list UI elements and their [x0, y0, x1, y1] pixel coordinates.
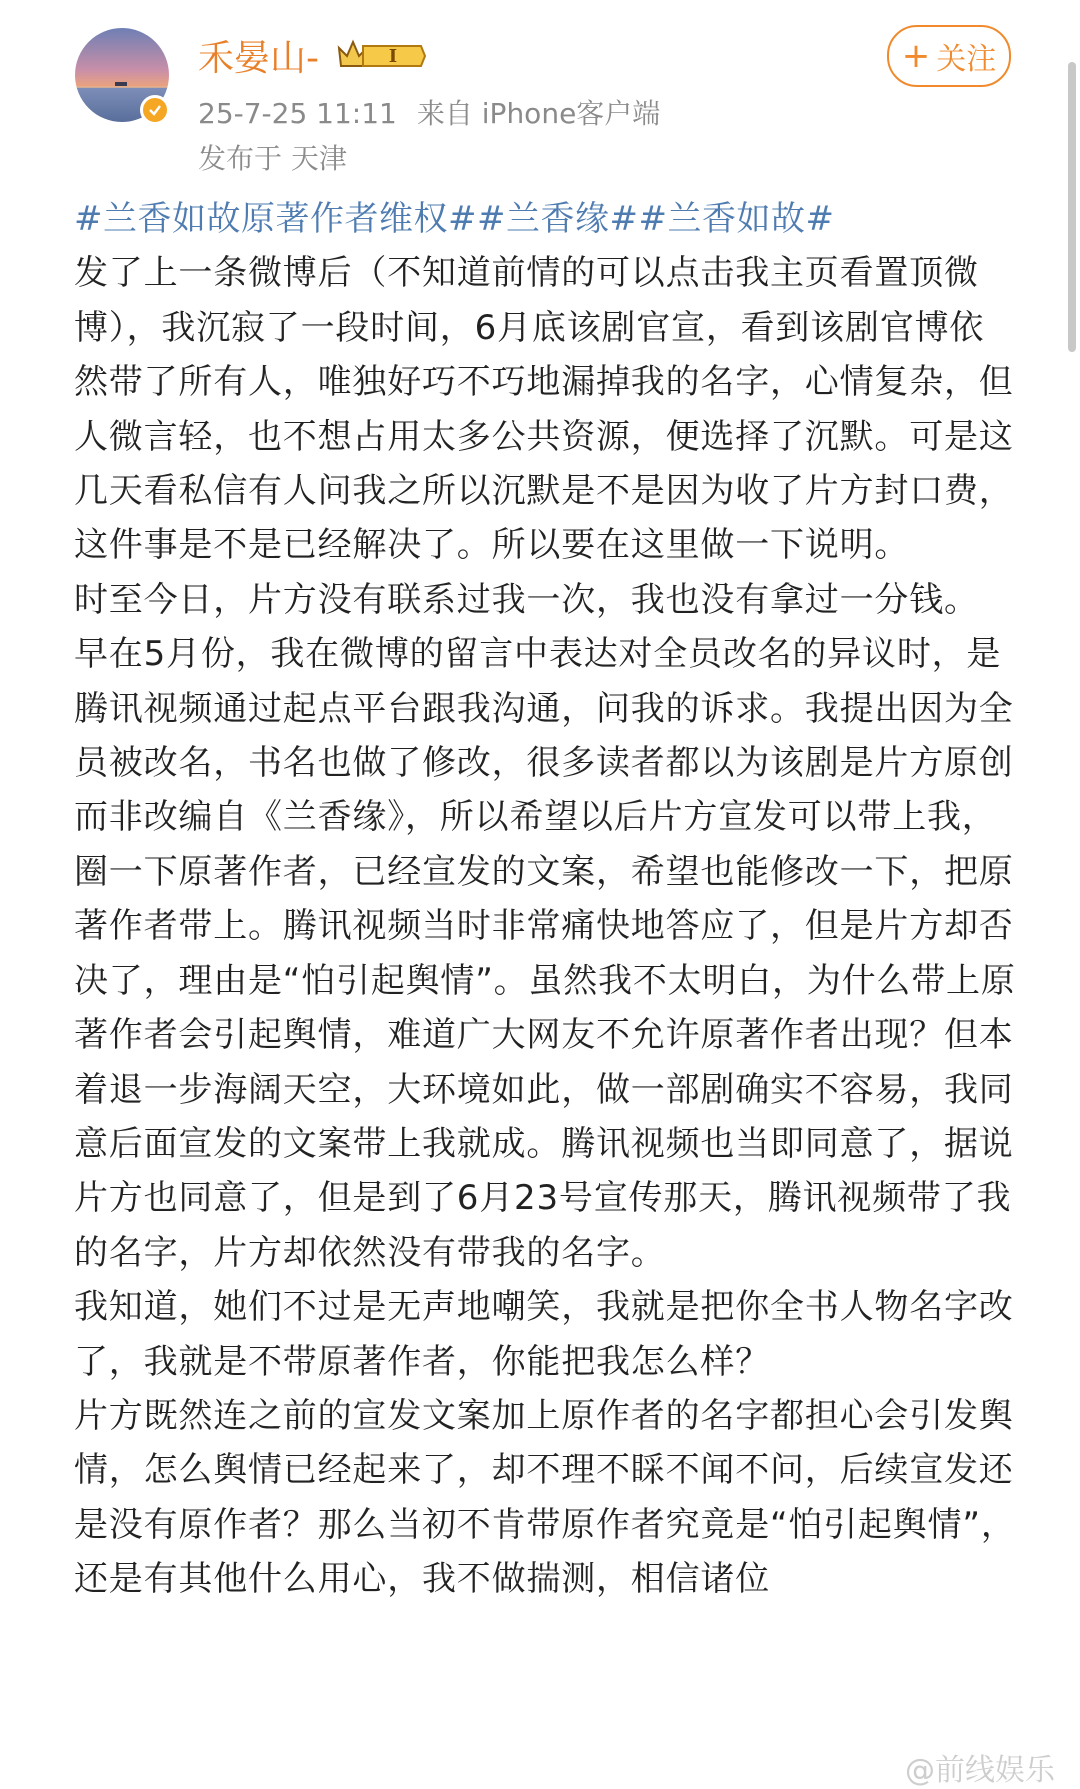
- level-text: I: [388, 46, 398, 67]
- crown-icon: [335, 36, 427, 76]
- post-body: [74, 192, 1019, 1607]
- verified-icon: [140, 95, 170, 125]
- post-paragraph-5: 片方既然连之前的宣发文案加上原作者的名字都担心会引发舆情，怎么舆情已经起来了，却不理不睬不闻不问，后续宣发还是没有原作者？那么当初不肯带原作者究竟是“怕引起舆情”，还是有其他什么用心，我不做揣测，相信诸位: [74, 1395, 1016, 1600]
- post-paragraph-2: 时至今日，片方没有联系过我一次，我也没有拿过一分钱。: [74, 579, 979, 620]
- scrollbar[interactable]: [1068, 62, 1076, 352]
- watermark: @前线娱乐: [905, 1753, 1055, 1788]
- post-timestamp: 25-7-25 11:11: [198, 97, 397, 130]
- plus-icon: +: [901, 36, 931, 76]
- post-location: 发布于 天津: [198, 142, 347, 175]
- username[interactable]: 禾晏山-: [198, 38, 319, 79]
- post-paragraph-4: 我知道，她们不过是无声地嘲笑，我就是把你全书人物名字改了，我就是不带原著作者，你能把我怎么样？: [74, 1287, 1014, 1382]
- level-badge: [335, 36, 427, 76]
- post-meta: [198, 92, 660, 132]
- post-paragraph-1: 发了上一条微博后（不知道前情的可以点击我主页看置顶微博），我沉寂了一段时间，6月底该剧官宣，看到该剧官博依然带了所有人，唯独好巧不巧地漏掉我的名字，心情复杂，但人微言轻，也不想占用太多公共资源，便选择了沉默。可是这几天看私信有人问我之所以沉默是不是因为收了片方封口费，这件事是不是已经解决了。所以要在这里做一下说明。: [74, 253, 1014, 566]
- post-source: 来自 iPhone客户端: [416, 97, 661, 130]
- post-header: [0, 0, 1080, 190]
- post-paragraph-3: 早在5月份，我在微博的留言中表达对全员改名的异议时，是腾讯视频通过起点平台跟我沟通，问我的诉求。我提出因为全员被改名，书名也做了修改，很多读者都以为该剧是片方原创而非改编自《兰香缘》，所以希望以后片方宣发可以带上我，圈一下原著作者，已经宣发的文案，希望也能修改一下，把原著作者带上。腾讯视频当时非常痛快地答应了，但是片方却否决了，理由是“怕引起舆情”。虽然我不太明白，为什么带上原著作者会引起舆情，难道广大网友不允许原著作者出现？但本着退一步海阔天空，大环境如此，做一部剧确实不容易，我同意后面宣发的文案带上我就成。腾讯视频也当即同意了，据说片方也同意了，但是到了6月23号宣传那天，腾讯视频带了我的名字，片方却依然没有带我的名字。: [74, 634, 1016, 1273]
- follow-button[interactable]: [887, 25, 1011, 87]
- post-hashtags[interactable]: #兰香如故原著作者维权##兰香缘##兰香如故#: [74, 199, 835, 239]
- follow-label: 关注: [936, 42, 997, 77]
